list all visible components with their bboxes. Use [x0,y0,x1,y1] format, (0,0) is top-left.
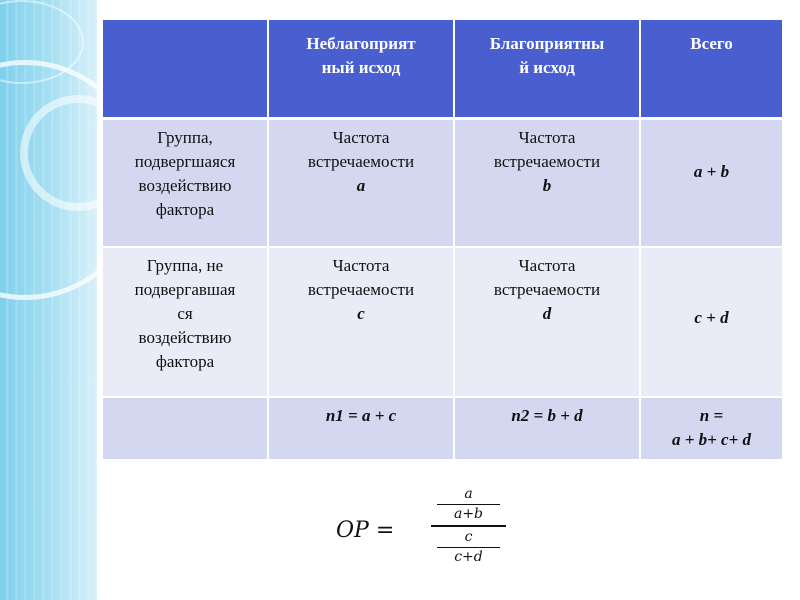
cell-text: встречаемости [493,280,601,299]
denominator-numerator: c [464,529,473,545]
variable-c: c [357,304,365,323]
table-header-row [102,20,783,118]
n-total-cell [640,397,783,460]
frequency-cell [268,247,454,397]
row-label-line: воздействию [138,328,232,347]
header-text: й исход [519,58,575,77]
compound-fraction [431,486,506,566]
numerator-denominator: a+b [453,506,484,522]
odds-ratio-formula [336,486,516,576]
table-row [102,247,783,397]
row-label-line: Группа, не [146,256,224,275]
row-label-cell [102,247,268,397]
header-text: ный исход [321,58,401,77]
variable-b: b [542,175,552,195]
total-cell [640,247,783,397]
row-label-line: Группа, [157,127,213,147]
row-label-line: ся [177,304,193,323]
n1-cell [268,397,454,460]
variable-d: d [542,304,552,323]
cell-text: Частота [518,127,576,147]
n-total-line: a + b+ c+ d [671,430,752,449]
n2-cell [454,397,640,460]
cell-text: Частота [332,127,390,147]
header-cell-favorable [454,20,640,118]
frequency-cell [268,118,454,247]
row-label-cell-empty [102,397,268,460]
n1-text: n1 = a + c [325,406,397,425]
cell-text: встречаемости [307,151,415,171]
formula-lhs: OP = [336,518,395,543]
cell-text: Частота [518,256,576,275]
header-cell-unfavorable [268,20,454,118]
n2-text: n2 = b + d [511,406,583,425]
fraction-bar [437,547,500,548]
row-label-line: фактора [155,199,215,219]
row-label-line: подвергшаяся [134,151,236,171]
total-text: c + d [694,308,729,327]
header-cell-empty [102,20,268,118]
row-label-cell [102,118,268,247]
decorative-side-band [0,0,97,600]
frequency-cell [454,247,640,397]
frequency-cell [454,118,640,247]
header-text: Неблагоприят [306,34,416,53]
row-label-line: фактора [155,352,215,371]
total-text: a + b [693,161,730,181]
total-cell [640,118,783,247]
variable-a: a [356,175,366,195]
numerator-numerator: a [464,486,473,502]
n-total-line: n = [699,406,724,425]
row-label-line: воздействию [138,175,232,195]
table-row [102,118,783,247]
contingency-table [101,20,784,461]
fraction-bar [437,504,500,505]
row-label-line: подвергавшая [134,280,236,299]
denominator-denominator: c+d [454,549,483,565]
header-text: Благоприятны [489,34,605,53]
cell-text: встречаемости [493,151,601,171]
cell-text: Частота [332,256,390,275]
table-row [102,397,783,460]
cell-text: встречаемости [307,280,415,299]
header-cell-total: Всего [640,20,783,118]
main-fraction-bar [431,525,506,527]
